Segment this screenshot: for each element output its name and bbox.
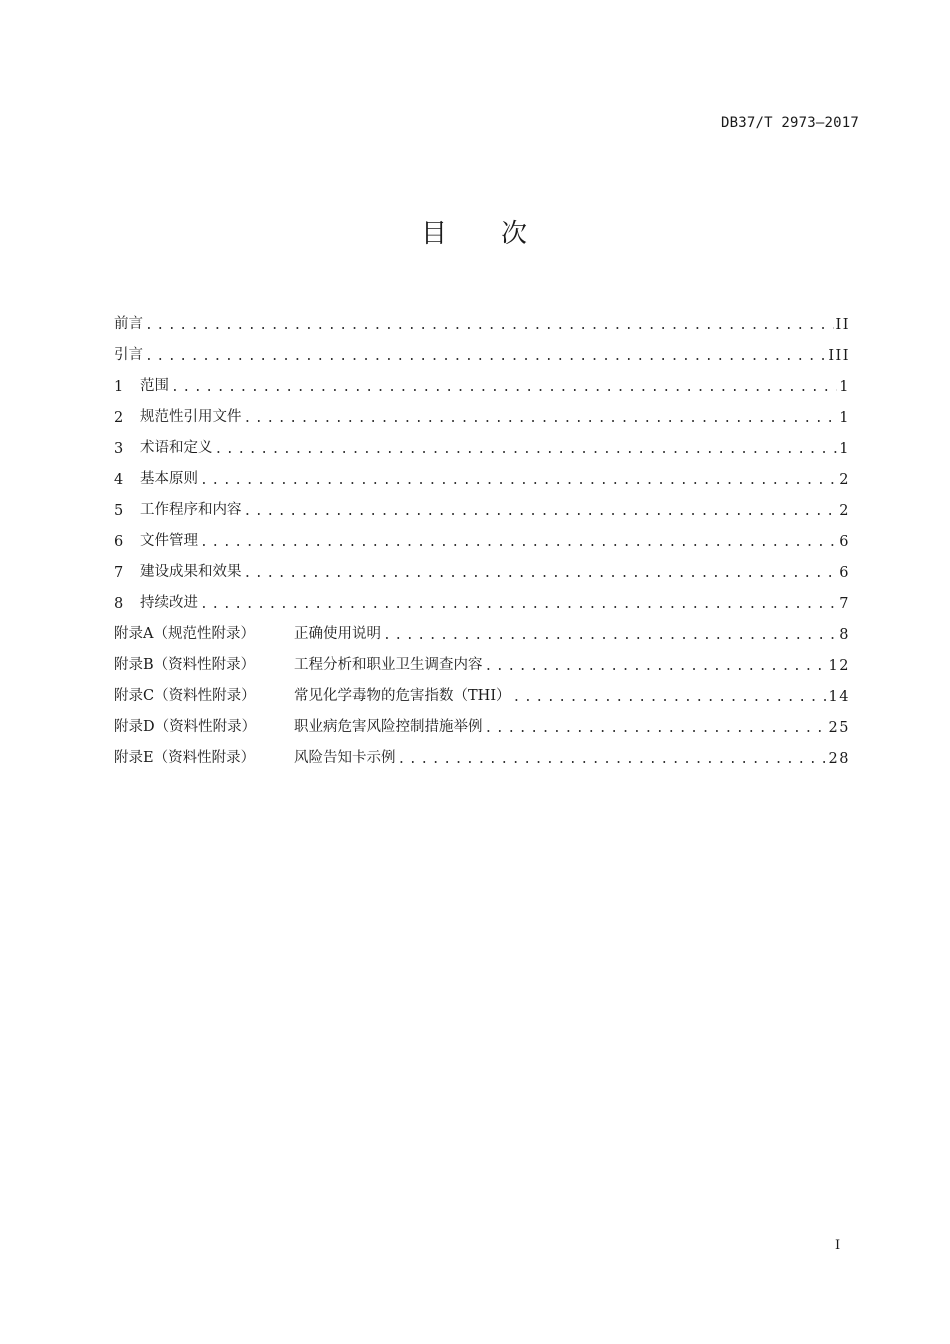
toc-title-char: 目	[420, 219, 449, 249]
toc-entry-page: 2	[839, 472, 850, 488]
toc-entry-text: 基本原则	[140, 471, 198, 487]
toc-leader-dots	[485, 721, 827, 736]
toc-leader-dots	[200, 473, 837, 488]
toc-entry-text: 常见化学毒物的危害指数（THI）	[294, 688, 511, 704]
toc-entry-number: 3	[114, 441, 124, 457]
toc-entry-text: 术语和定义	[140, 440, 213, 456]
toc-entry-number: 4	[114, 472, 124, 488]
toc-entry-page: 1	[839, 441, 850, 457]
toc-entry-number: 1	[114, 379, 124, 395]
toc-entry-appendix-label: 附录C（资料性附录）	[114, 688, 256, 704]
toc-leader-dots	[485, 659, 827, 674]
toc-title	[0, 213, 950, 250]
toc-list	[114, 302, 850, 767]
toc-entry-number: 7	[114, 565, 124, 581]
toc-entry-page: 14	[828, 689, 850, 705]
toc-leader-dots	[244, 411, 838, 426]
toc-entry-text: 正确使用说明	[294, 626, 381, 642]
toc-leader-dots	[200, 535, 837, 550]
toc-entry-page: 6	[839, 565, 850, 581]
toc-title-char: 次	[501, 219, 530, 249]
toc-entry-terms-definitions[interactable]	[114, 426, 850, 457]
toc-entry-number: 5	[114, 503, 124, 519]
toc-leader-dots	[398, 752, 827, 767]
toc-entry-page: 2	[839, 503, 850, 519]
toc-entry-page: II	[835, 317, 850, 333]
toc-entry-appendix-a[interactable]	[114, 612, 850, 643]
toc-entry-procedures[interactable]	[114, 488, 850, 519]
toc-leader-dots	[215, 442, 838, 457]
toc-entry-page: 8	[839, 627, 850, 643]
toc-leader-dots	[171, 380, 837, 395]
toc-entry-text: 持续改进	[140, 595, 198, 611]
toc-entry-page: III	[828, 348, 850, 364]
toc-entry-appendix-label: 附录B（资料性附录）	[114, 657, 256, 673]
toc-leader-dots	[145, 318, 834, 333]
toc-entry-text: 工作程序和内容	[140, 502, 242, 518]
toc-entry-foreword[interactable]	[114, 302, 850, 333]
page-number: I	[835, 1238, 841, 1253]
toc-entry-page: 28	[828, 751, 850, 767]
toc-entry-text: 风险告知卡示例	[294, 750, 396, 766]
toc-entry-text: 规范性引用文件	[140, 409, 242, 425]
toc-entry-appendix-c[interactable]	[114, 674, 850, 705]
toc-entry-page: 12	[828, 658, 850, 674]
toc-entry-scope[interactable]	[114, 364, 850, 395]
toc-entry-page: 7	[839, 596, 850, 612]
toc-entry-results-effects[interactable]	[114, 550, 850, 581]
toc-entry-text: 职业病危害风险控制措施举例	[294, 719, 483, 735]
toc-entry-document-management[interactable]	[114, 519, 850, 550]
toc-entry-appendix-label: 附录D（资料性附录）	[114, 719, 257, 735]
toc-entry-page: 1	[839, 379, 850, 395]
toc-entry-text: 文件管理	[140, 533, 198, 549]
toc-leader-dots	[244, 504, 838, 519]
toc-leader-dots	[200, 597, 837, 612]
toc-entry-text: 范围	[140, 378, 169, 394]
toc-entry-normative-references[interactable]	[114, 395, 850, 426]
toc-entry-text: 前言	[114, 316, 143, 332]
toc-entry-appendix-b[interactable]	[114, 643, 850, 674]
toc-entry-text: 引言	[114, 347, 143, 363]
toc-entry-number: 8	[114, 596, 124, 612]
standard-code: DB37/T 2973—2017	[720, 115, 859, 131]
toc-leader-dots	[145, 349, 826, 364]
toc-entry-appendix-e[interactable]	[114, 736, 850, 767]
toc-entry-page: 1	[839, 410, 850, 426]
toc-entry-text: 建设成果和效果	[140, 564, 242, 580]
toc-entry-number: 2	[114, 410, 124, 426]
toc-entry-appendix-label: 附录E（资料性附录）	[114, 750, 256, 766]
toc-leader-dots	[513, 690, 827, 705]
toc-entry-number: 6	[114, 534, 124, 550]
toc-entry-appendix-label: 附录A（规范性附录）	[114, 626, 255, 642]
toc-entry-page: 6	[839, 534, 850, 550]
toc-entry-introduction[interactable]	[114, 333, 850, 364]
toc-entry-appendix-d[interactable]	[114, 705, 850, 736]
toc-leader-dots	[383, 628, 837, 643]
toc-entry-text: 工程分析和职业卫生调查内容	[294, 657, 483, 673]
toc-entry-page: 25	[828, 720, 850, 736]
toc-entry-basic-principles[interactable]	[114, 457, 850, 488]
toc-leader-dots	[244, 566, 838, 581]
toc-entry-continuous-improvement[interactable]	[114, 581, 850, 612]
